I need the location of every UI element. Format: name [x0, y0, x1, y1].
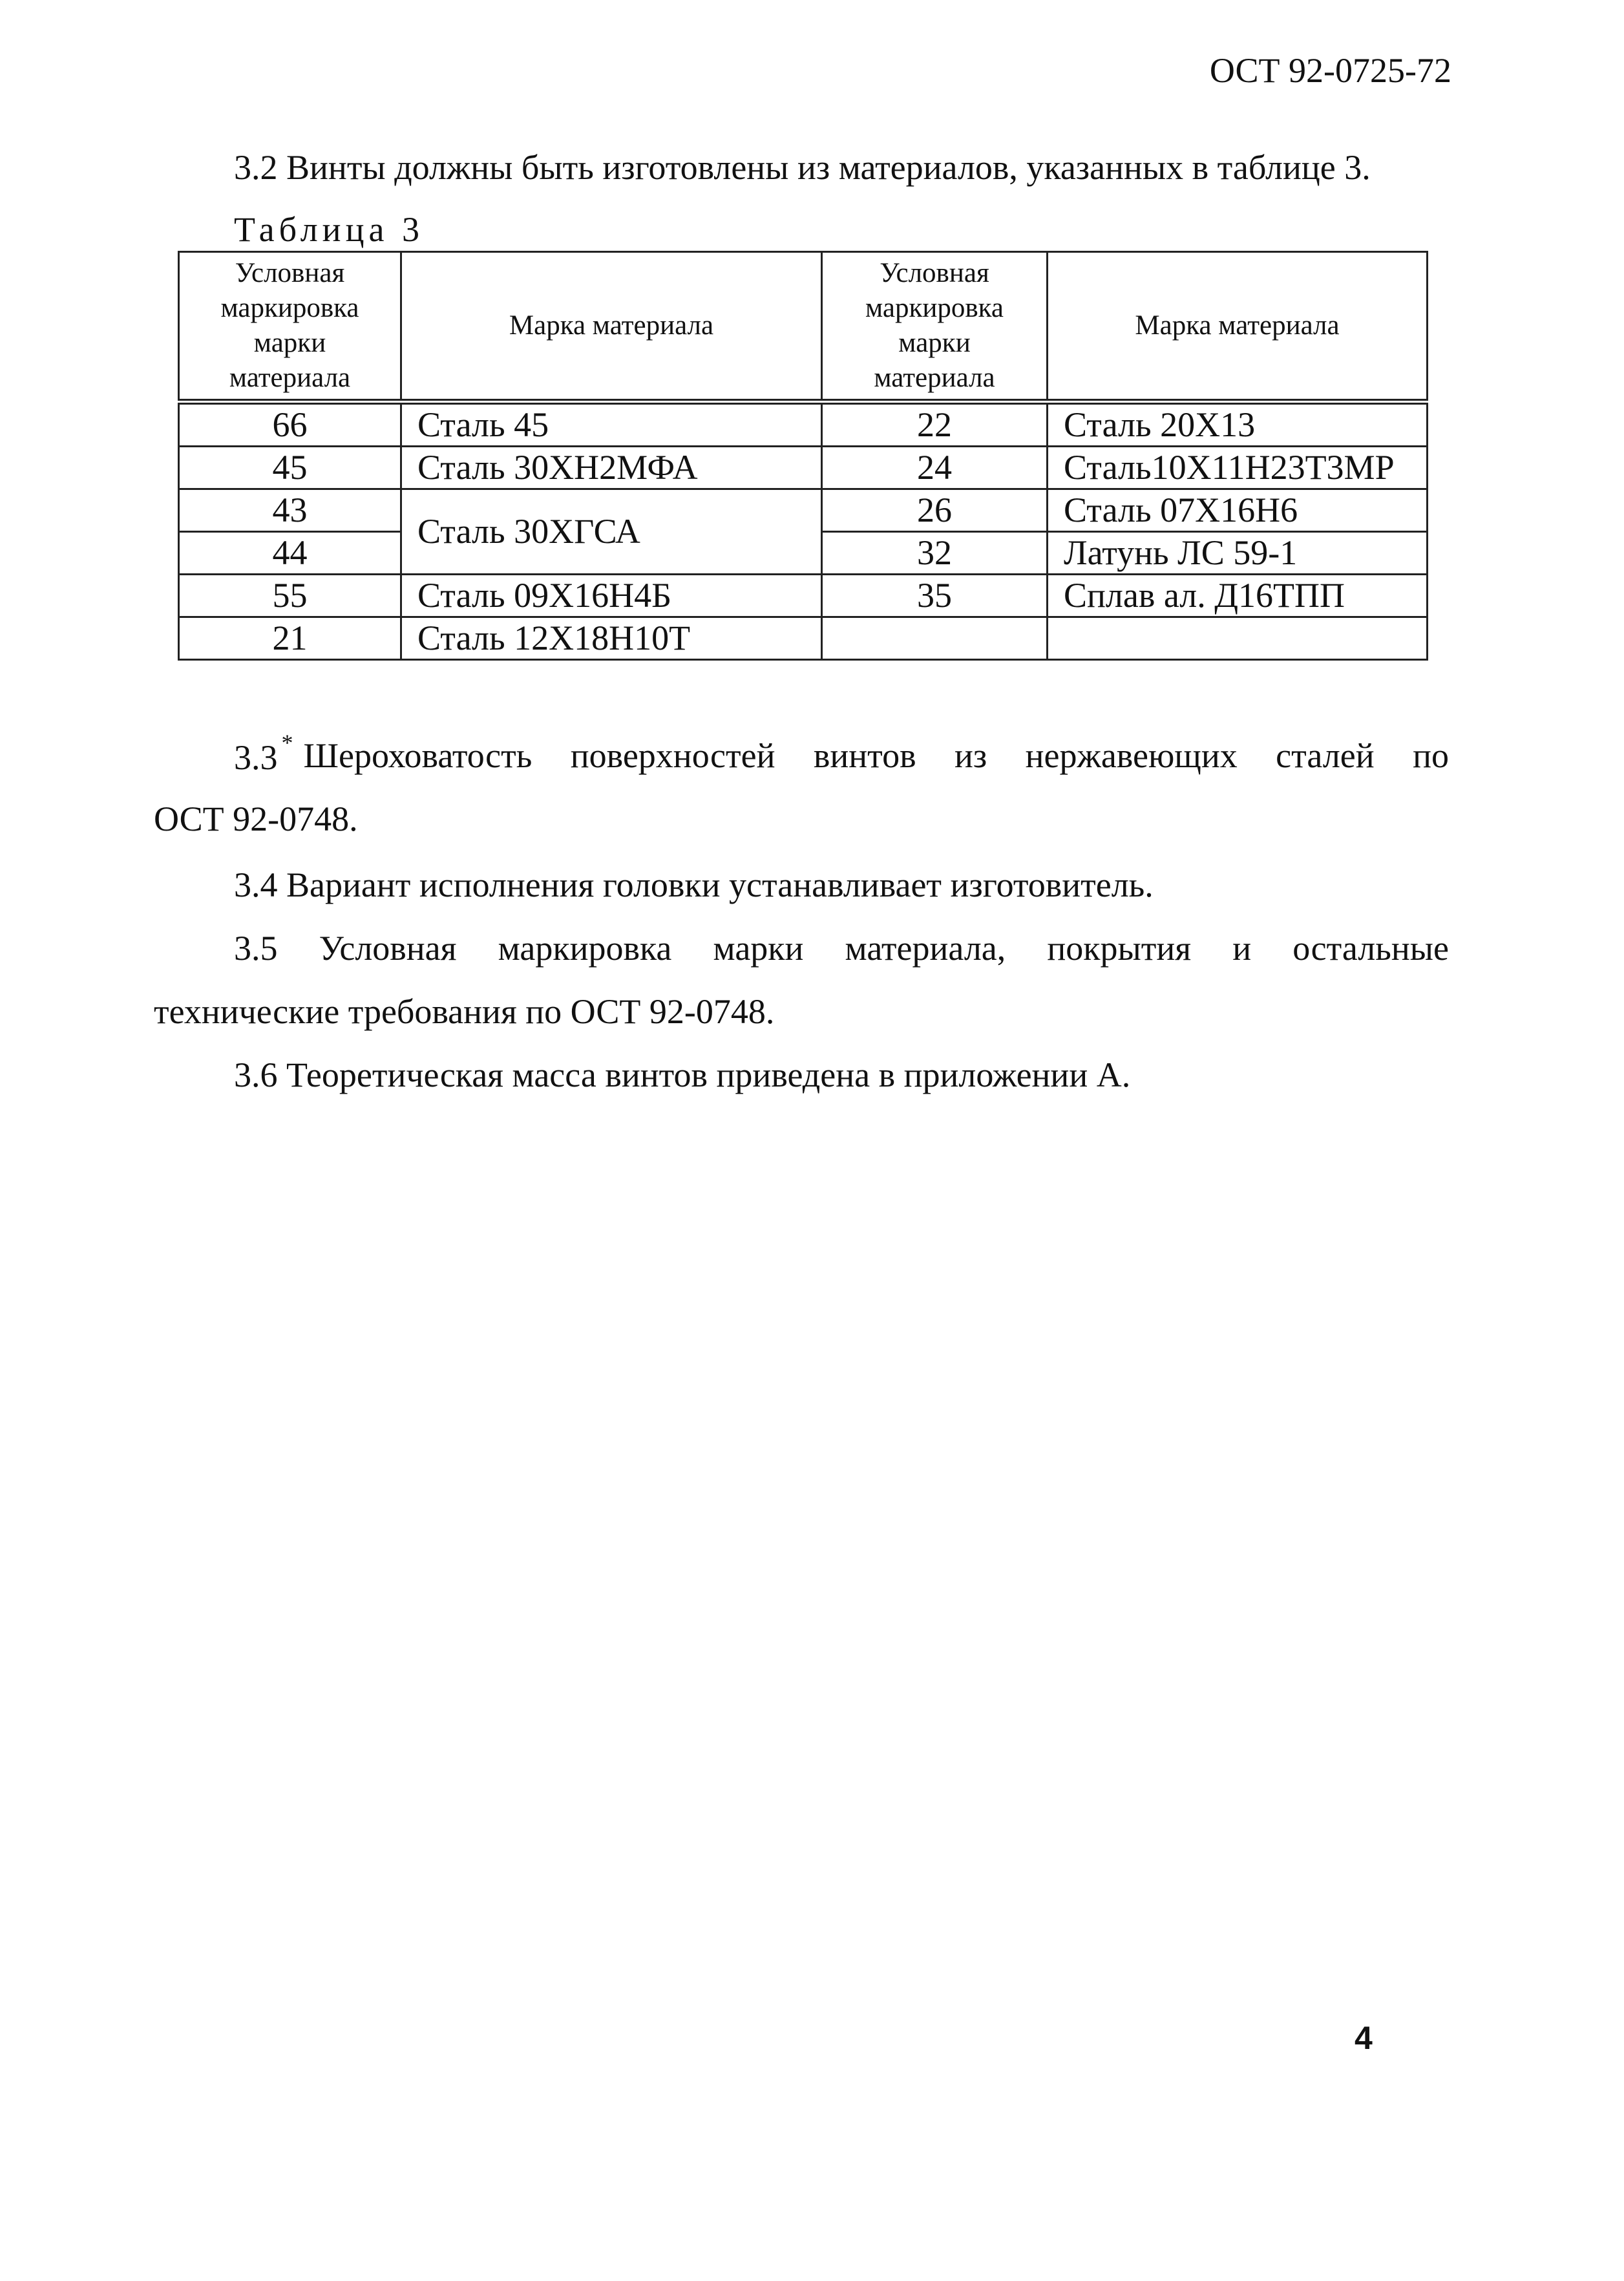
header-material-left: Марка материала — [401, 252, 822, 402]
table-header-row — [179, 252, 1428, 402]
code-cell: 21 — [179, 617, 401, 660]
material-cell: Сталь 07Х16Н6 — [1048, 489, 1428, 532]
material-cell: Сталь 45 — [401, 402, 822, 447]
paragraph-3-3-line1 — [234, 730, 1449, 778]
document-code: ОСТ 92-0725-72 — [1209, 51, 1451, 90]
code-cell: 43 — [179, 489, 401, 532]
paragraph-3-5-line1: 3.5 Условная маркировка марки материала, покрытия и остальные — [234, 929, 1449, 968]
code-cell: 32 — [822, 532, 1048, 575]
code-cell: 26 — [822, 489, 1048, 532]
code-cell: 55 — [179, 575, 401, 617]
code-cell: 44 — [179, 532, 401, 575]
code-cell: 22 — [822, 402, 1048, 447]
paragraph-3-4: 3.4 Вариант исполнения головки устанавливает изготовитель. — [234, 865, 1154, 904]
table-row — [179, 575, 1428, 617]
code-cell — [822, 617, 1048, 660]
code-cell: 66 — [179, 402, 401, 447]
material-cell: Сталь 30ХН2МФА — [401, 447, 822, 489]
header-code-right: Условная маркировка марки материала — [822, 252, 1048, 402]
materials-table — [178, 251, 1428, 661]
table-row — [179, 447, 1428, 489]
paragraph-3-2: 3.2 Винты должны быть изготовлены из материалов, указанных в таблице 3. — [234, 148, 1371, 187]
paragraph-3-3-line2: ОСТ 92-0748. — [154, 800, 358, 838]
footnote-star: * — [281, 730, 293, 756]
material-cell — [1048, 617, 1428, 660]
material-cell: Латунь ЛС 59-1 — [1048, 532, 1428, 575]
header-material-right: Марка материала — [1048, 252, 1428, 402]
material-cell: Сталь 20Х13 — [1048, 402, 1428, 447]
code-cell: 24 — [822, 447, 1048, 489]
paragraph-3-6: 3.6 Теоретическая масса винтов приведена в приложении А. — [234, 1056, 1131, 1094]
section-number: 3.3 * — [234, 730, 293, 777]
table-row — [179, 617, 1428, 660]
material-cell-merged: Сталь 30ХГСА — [401, 489, 822, 575]
paragraph-3-3-text: Шероховатость поверхностей винтов из нержавеющих сталей по — [303, 736, 1449, 775]
code-cell: 35 — [822, 575, 1048, 617]
table-row — [179, 402, 1428, 447]
material-cell: Сталь 09Х16Н4Б — [401, 575, 822, 617]
material-cell: Сталь 12Х18Н10Т — [401, 617, 822, 660]
material-cell: Сплав ал. Д16ТПП — [1048, 575, 1428, 617]
table-caption: Таблица 3 — [234, 210, 424, 249]
code-cell: 45 — [179, 447, 401, 489]
material-cell: Сталь10Х11Н23Т3МР — [1048, 447, 1428, 489]
paragraph-3-5-line2: технические требования по ОСТ 92-0748. — [154, 992, 775, 1031]
header-code-left: Условная маркировка марки материала — [179, 252, 401, 402]
page-number: 4 — [1355, 2020, 1373, 2056]
table-row — [179, 489, 1428, 532]
